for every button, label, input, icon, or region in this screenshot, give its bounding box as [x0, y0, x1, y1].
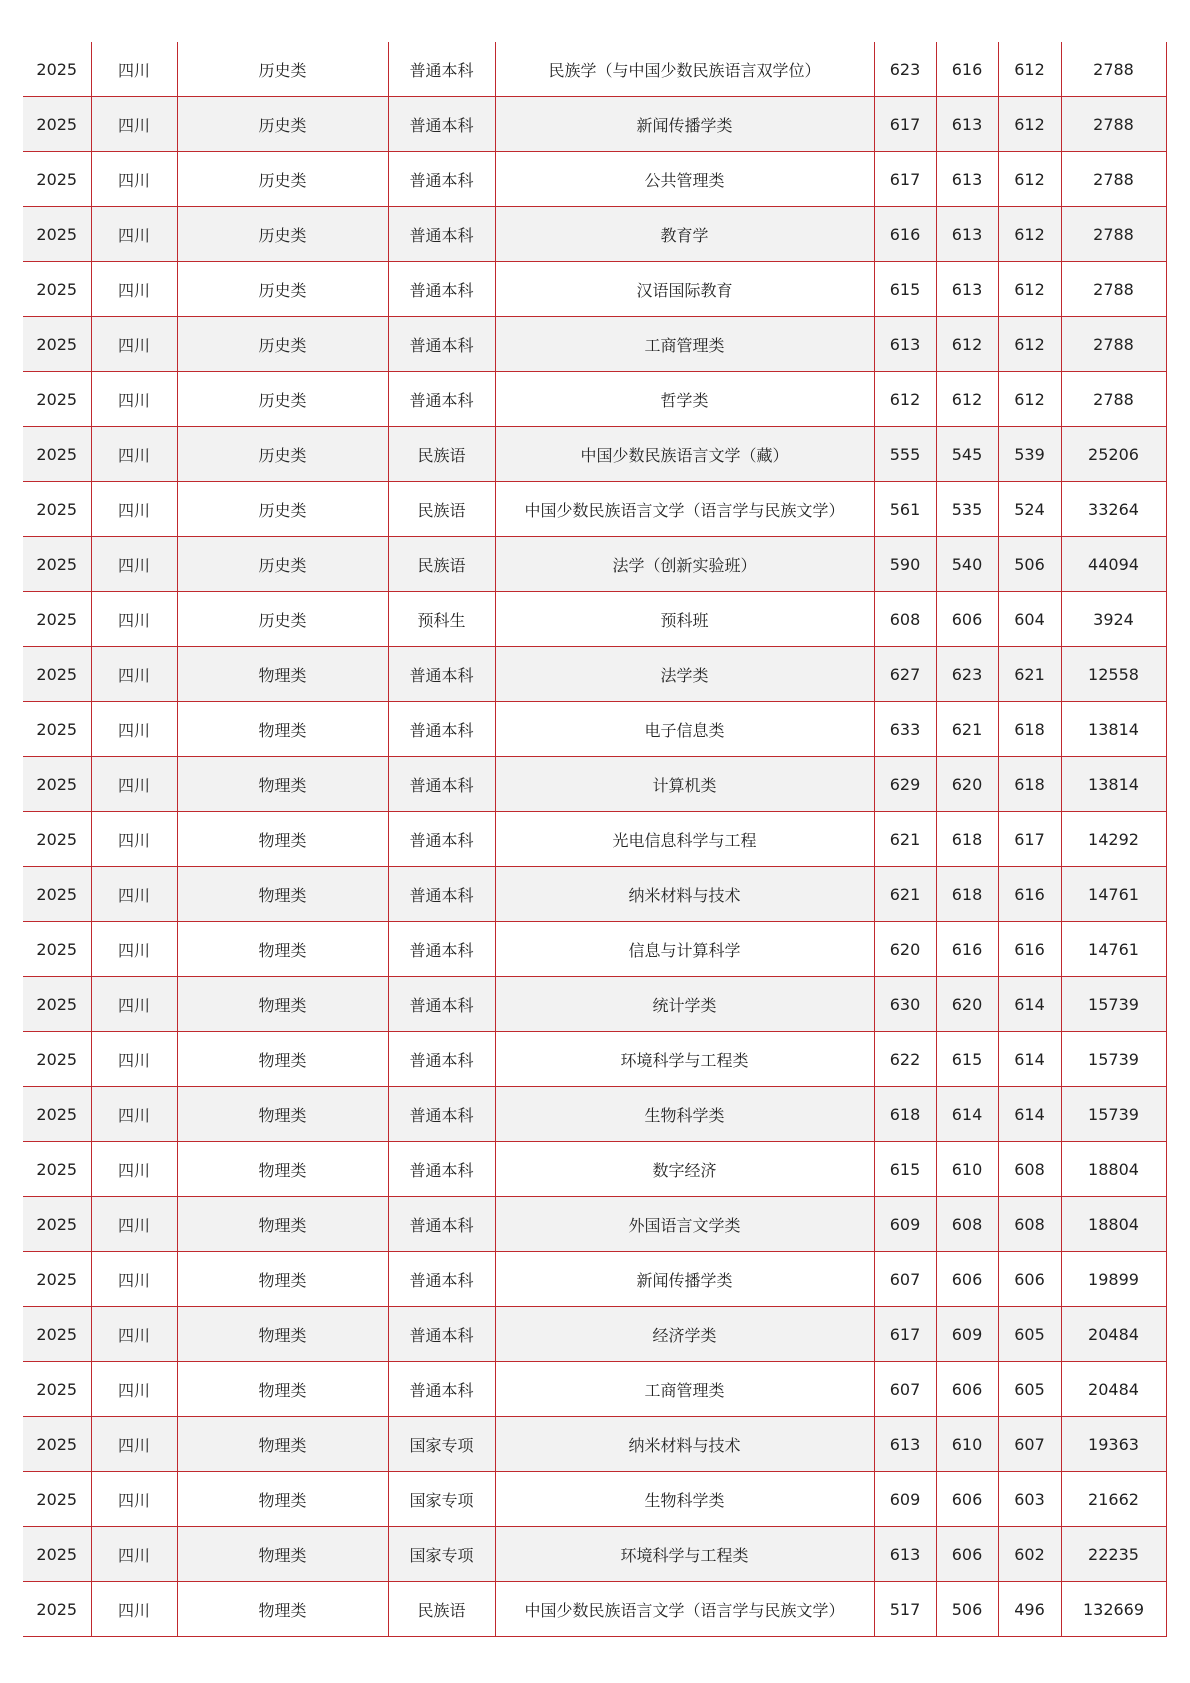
province-cell: 四川 — [91, 757, 177, 812]
province-cell: 四川 — [91, 1362, 177, 1417]
province-cell: 四川 — [91, 1032, 177, 1087]
province-cell: 四川 — [91, 702, 177, 757]
avg-score-cell: 535 — [936, 482, 998, 537]
batch-type-cell: 预科生 — [388, 592, 495, 647]
min-rank-cell: 25206 — [1061, 427, 1166, 482]
batch-type-cell: 普通本科 — [388, 757, 495, 812]
year-cell: 2025 — [23, 1252, 91, 1307]
major-cell: 纳米材料与技术 — [495, 1417, 874, 1472]
year-cell: 2025 — [23, 427, 91, 482]
max-score-cell: 627 — [874, 647, 936, 702]
batch-type-cell: 普通本科 — [388, 702, 495, 757]
major-cell: 纳米材料与技术 — [495, 867, 874, 922]
max-score-cell: 622 — [874, 1032, 936, 1087]
subject-category-cell: 历史类 — [177, 537, 388, 592]
min-rank-cell: 13814 — [1061, 757, 1166, 812]
min-rank-cell: 14761 — [1061, 922, 1166, 977]
year-cell: 2025 — [23, 42, 91, 97]
min-score-cell: 612 — [998, 97, 1061, 152]
avg-score-cell: 613 — [936, 152, 998, 207]
max-score-cell: 609 — [874, 1472, 936, 1527]
batch-type-cell: 普通本科 — [388, 152, 495, 207]
province-cell: 四川 — [91, 812, 177, 867]
major-cell: 光电信息科学与工程 — [495, 812, 874, 867]
max-score-cell: 615 — [874, 262, 936, 317]
subject-category-cell: 物理类 — [177, 1142, 388, 1197]
year-cell: 2025 — [23, 812, 91, 867]
table-row — [23, 42, 1166, 97]
table-row — [23, 482, 1166, 537]
province-cell: 四川 — [91, 867, 177, 922]
subject-category-cell: 物理类 — [177, 1582, 388, 1637]
year-cell: 2025 — [23, 1527, 91, 1582]
min-rank-cell: 12558 — [1061, 647, 1166, 702]
max-score-cell: 612 — [874, 372, 936, 427]
major-cell: 数字经济 — [495, 1142, 874, 1197]
table-row — [23, 372, 1166, 427]
min-rank-cell: 2788 — [1061, 42, 1166, 97]
min-score-cell: 612 — [998, 42, 1061, 97]
table-row — [23, 1197, 1166, 1252]
major-cell: 计算机类 — [495, 757, 874, 812]
year-cell: 2025 — [23, 482, 91, 537]
table-row — [23, 1362, 1166, 1417]
major-cell: 环境科学与工程类 — [495, 1527, 874, 1582]
subject-category-cell: 物理类 — [177, 922, 388, 977]
batch-type-cell: 国家专项 — [388, 1417, 495, 1472]
min-score-cell: 605 — [998, 1307, 1061, 1362]
admission-scores-table — [23, 42, 1167, 1637]
subject-category-cell: 物理类 — [177, 1252, 388, 1307]
max-score-cell: 617 — [874, 152, 936, 207]
avg-score-cell: 606 — [936, 592, 998, 647]
avg-score-cell: 614 — [936, 1087, 998, 1142]
subject-category-cell: 物理类 — [177, 1307, 388, 1362]
max-score-cell: 616 — [874, 207, 936, 262]
batch-type-cell: 普通本科 — [388, 207, 495, 262]
max-score-cell: 613 — [874, 1527, 936, 1582]
province-cell: 四川 — [91, 1307, 177, 1362]
major-cell: 电子信息类 — [495, 702, 874, 757]
year-cell: 2025 — [23, 1142, 91, 1197]
major-cell: 工商管理类 — [495, 317, 874, 372]
min-rank-cell: 13814 — [1061, 702, 1166, 757]
table-row — [23, 647, 1166, 702]
province-cell: 四川 — [91, 647, 177, 702]
batch-type-cell: 普通本科 — [388, 977, 495, 1032]
min-rank-cell: 15739 — [1061, 1087, 1166, 1142]
batch-type-cell: 民族语 — [388, 537, 495, 592]
province-cell: 四川 — [91, 1197, 177, 1252]
major-cell: 信息与计算科学 — [495, 922, 874, 977]
batch-type-cell: 普通本科 — [388, 317, 495, 372]
avg-score-cell: 620 — [936, 757, 998, 812]
avg-score-cell: 621 — [936, 702, 998, 757]
max-score-cell: 608 — [874, 592, 936, 647]
min-score-cell: 614 — [998, 1032, 1061, 1087]
major-cell: 中国少数民族语言文学（语言学与民族文学） — [495, 1582, 874, 1637]
avg-score-cell: 540 — [936, 537, 998, 592]
min-score-cell: 617 — [998, 812, 1061, 867]
major-cell: 汉语国际教育 — [495, 262, 874, 317]
province-cell: 四川 — [91, 1087, 177, 1142]
min-rank-cell: 14292 — [1061, 812, 1166, 867]
year-cell: 2025 — [23, 1582, 91, 1637]
min-rank-cell: 19899 — [1061, 1252, 1166, 1307]
max-score-cell: 613 — [874, 317, 936, 372]
max-score-cell: 633 — [874, 702, 936, 757]
subject-category-cell: 物理类 — [177, 647, 388, 702]
major-cell: 民族学（与中国少数民族语言双学位） — [495, 42, 874, 97]
province-cell: 四川 — [91, 922, 177, 977]
max-score-cell: 615 — [874, 1142, 936, 1197]
subject-category-cell: 历史类 — [177, 42, 388, 97]
max-score-cell: 607 — [874, 1252, 936, 1307]
max-score-cell: 607 — [874, 1362, 936, 1417]
max-score-cell: 555 — [874, 427, 936, 482]
major-cell: 生物科学类 — [495, 1087, 874, 1142]
subject-category-cell: 历史类 — [177, 427, 388, 482]
avg-score-cell: 613 — [936, 207, 998, 262]
year-cell: 2025 — [23, 647, 91, 702]
major-cell: 中国少数民族语言文学（语言学与民族文学） — [495, 482, 874, 537]
batch-type-cell: 民族语 — [388, 427, 495, 482]
province-cell: 四川 — [91, 1527, 177, 1582]
avg-score-cell: 613 — [936, 262, 998, 317]
max-score-cell: 621 — [874, 812, 936, 867]
avg-score-cell: 609 — [936, 1307, 998, 1362]
avg-score-cell: 610 — [936, 1417, 998, 1472]
subject-category-cell: 物理类 — [177, 702, 388, 757]
table-row — [23, 97, 1166, 152]
major-cell: 中国少数民族语言文学（藏） — [495, 427, 874, 482]
major-cell: 工商管理类 — [495, 1362, 874, 1417]
table-row — [23, 1582, 1166, 1637]
subject-category-cell: 物理类 — [177, 1087, 388, 1142]
min-score-cell: 524 — [998, 482, 1061, 537]
year-cell: 2025 — [23, 152, 91, 207]
table-row — [23, 1527, 1166, 1582]
avg-score-cell: 615 — [936, 1032, 998, 1087]
year-cell: 2025 — [23, 922, 91, 977]
min-rank-cell: 15739 — [1061, 977, 1166, 1032]
major-cell: 教育学 — [495, 207, 874, 262]
min-score-cell: 616 — [998, 922, 1061, 977]
major-cell: 新闻传播学类 — [495, 1252, 874, 1307]
avg-score-cell: 608 — [936, 1197, 998, 1252]
min-score-cell: 603 — [998, 1472, 1061, 1527]
major-cell: 生物科学类 — [495, 1472, 874, 1527]
year-cell: 2025 — [23, 592, 91, 647]
min-score-cell: 606 — [998, 1252, 1061, 1307]
province-cell: 四川 — [91, 1582, 177, 1637]
max-score-cell: 620 — [874, 922, 936, 977]
batch-type-cell: 普通本科 — [388, 1252, 495, 1307]
major-cell: 经济学类 — [495, 1307, 874, 1362]
year-cell: 2025 — [23, 97, 91, 152]
major-cell: 环境科学与工程类 — [495, 1032, 874, 1087]
year-cell: 2025 — [23, 757, 91, 812]
table-row — [23, 152, 1166, 207]
major-cell: 外国语言文学类 — [495, 1197, 874, 1252]
subject-category-cell: 历史类 — [177, 592, 388, 647]
year-cell: 2025 — [23, 977, 91, 1032]
min-rank-cell: 44094 — [1061, 537, 1166, 592]
batch-type-cell: 普通本科 — [388, 922, 495, 977]
min-score-cell: 612 — [998, 262, 1061, 317]
max-score-cell: 613 — [874, 1417, 936, 1472]
subject-category-cell: 历史类 — [177, 207, 388, 262]
table-row — [23, 1087, 1166, 1142]
batch-type-cell: 民族语 — [388, 1582, 495, 1637]
batch-type-cell: 普通本科 — [388, 262, 495, 317]
year-cell: 2025 — [23, 537, 91, 592]
min-rank-cell: 15739 — [1061, 1032, 1166, 1087]
avg-score-cell: 620 — [936, 977, 998, 1032]
min-score-cell: 612 — [998, 317, 1061, 372]
batch-type-cell: 普通本科 — [388, 647, 495, 702]
batch-type-cell: 普通本科 — [388, 1197, 495, 1252]
avg-score-cell: 623 — [936, 647, 998, 702]
table-row — [23, 867, 1166, 922]
min-score-cell: 616 — [998, 867, 1061, 922]
avg-score-cell: 606 — [936, 1362, 998, 1417]
avg-score-cell: 606 — [936, 1527, 998, 1582]
province-cell: 四川 — [91, 207, 177, 262]
province-cell: 四川 — [91, 262, 177, 317]
subject-category-cell: 历史类 — [177, 97, 388, 152]
table-row — [23, 427, 1166, 482]
year-cell: 2025 — [23, 1032, 91, 1087]
subject-category-cell: 物理类 — [177, 1527, 388, 1582]
avg-score-cell: 506 — [936, 1582, 998, 1637]
min-score-cell: 506 — [998, 537, 1061, 592]
min-score-cell: 608 — [998, 1197, 1061, 1252]
major-cell: 哲学类 — [495, 372, 874, 427]
province-cell: 四川 — [91, 427, 177, 482]
avg-score-cell: 616 — [936, 42, 998, 97]
table-row — [23, 977, 1166, 1032]
subject-category-cell: 物理类 — [177, 757, 388, 812]
table-row — [23, 757, 1166, 812]
min-rank-cell: 22235 — [1061, 1527, 1166, 1582]
subject-category-cell: 历史类 — [177, 262, 388, 317]
table-row — [23, 1417, 1166, 1472]
min-score-cell: 496 — [998, 1582, 1061, 1637]
avg-score-cell: 612 — [936, 372, 998, 427]
max-score-cell: 621 — [874, 867, 936, 922]
subject-category-cell: 物理类 — [177, 1417, 388, 1472]
table-row — [23, 1032, 1166, 1087]
min-rank-cell: 2788 — [1061, 207, 1166, 262]
batch-type-cell: 普通本科 — [388, 1307, 495, 1362]
batch-type-cell: 普通本科 — [388, 1362, 495, 1417]
max-score-cell: 618 — [874, 1087, 936, 1142]
avg-score-cell: 610 — [936, 1142, 998, 1197]
province-cell: 四川 — [91, 1252, 177, 1307]
avg-score-cell: 612 — [936, 317, 998, 372]
table-row — [23, 317, 1166, 372]
max-score-cell: 623 — [874, 42, 936, 97]
major-cell: 统计学类 — [495, 977, 874, 1032]
max-score-cell: 609 — [874, 1197, 936, 1252]
table-row — [23, 592, 1166, 647]
min-rank-cell: 33264 — [1061, 482, 1166, 537]
min-rank-cell: 21662 — [1061, 1472, 1166, 1527]
min-score-cell: 539 — [998, 427, 1061, 482]
year-cell: 2025 — [23, 372, 91, 427]
min-rank-cell: 20484 — [1061, 1307, 1166, 1362]
subject-category-cell: 物理类 — [177, 867, 388, 922]
table-row — [23, 702, 1166, 757]
avg-score-cell: 618 — [936, 812, 998, 867]
subject-category-cell: 历史类 — [177, 317, 388, 372]
max-score-cell: 629 — [874, 757, 936, 812]
subject-category-cell: 物理类 — [177, 1472, 388, 1527]
table-row — [23, 537, 1166, 592]
avg-score-cell: 606 — [936, 1252, 998, 1307]
min-score-cell: 605 — [998, 1362, 1061, 1417]
min-score-cell: 618 — [998, 757, 1061, 812]
min-rank-cell: 2788 — [1061, 97, 1166, 152]
batch-type-cell: 国家专项 — [388, 1527, 495, 1582]
min-score-cell: 607 — [998, 1417, 1061, 1472]
avg-score-cell: 545 — [936, 427, 998, 482]
province-cell: 四川 — [91, 1142, 177, 1197]
province-cell: 四川 — [91, 977, 177, 1032]
province-cell: 四川 — [91, 152, 177, 207]
province-cell: 四川 — [91, 482, 177, 537]
min-rank-cell: 2788 — [1061, 152, 1166, 207]
major-cell: 公共管理类 — [495, 152, 874, 207]
year-cell: 2025 — [23, 1362, 91, 1417]
min-score-cell: 608 — [998, 1142, 1061, 1197]
year-cell: 2025 — [23, 1472, 91, 1527]
batch-type-cell: 普通本科 — [388, 867, 495, 922]
major-cell: 法学（创新实验班） — [495, 537, 874, 592]
year-cell: 2025 — [23, 867, 91, 922]
min-rank-cell: 2788 — [1061, 262, 1166, 317]
batch-type-cell: 普通本科 — [388, 1032, 495, 1087]
batch-type-cell: 国家专项 — [388, 1472, 495, 1527]
table-body — [23, 42, 1166, 1637]
min-score-cell: 614 — [998, 1087, 1061, 1142]
subject-category-cell: 物理类 — [177, 977, 388, 1032]
avg-score-cell: 616 — [936, 922, 998, 977]
min-score-cell: 614 — [998, 977, 1061, 1032]
province-cell: 四川 — [91, 372, 177, 427]
table-row — [23, 922, 1166, 977]
province-cell: 四川 — [91, 317, 177, 372]
max-score-cell: 517 — [874, 1582, 936, 1637]
year-cell: 2025 — [23, 1417, 91, 1472]
subject-category-cell: 物理类 — [177, 1032, 388, 1087]
avg-score-cell: 618 — [936, 867, 998, 922]
min-score-cell: 612 — [998, 152, 1061, 207]
year-cell: 2025 — [23, 1307, 91, 1362]
batch-type-cell: 普通本科 — [388, 372, 495, 427]
province-cell: 四川 — [91, 42, 177, 97]
batch-type-cell: 普通本科 — [388, 1087, 495, 1142]
min-score-cell: 612 — [998, 207, 1061, 262]
min-rank-cell: 18804 — [1061, 1197, 1166, 1252]
min-score-cell: 618 — [998, 702, 1061, 757]
table-row — [23, 262, 1166, 317]
min-rank-cell: 14761 — [1061, 867, 1166, 922]
max-score-cell: 561 — [874, 482, 936, 537]
min-score-cell: 604 — [998, 592, 1061, 647]
max-score-cell: 590 — [874, 537, 936, 592]
min-rank-cell: 19363 — [1061, 1417, 1166, 1472]
min-rank-cell: 20484 — [1061, 1362, 1166, 1417]
min-rank-cell: 2788 — [1061, 372, 1166, 427]
min-rank-cell: 3924 — [1061, 592, 1166, 647]
min-rank-cell: 18804 — [1061, 1142, 1166, 1197]
major-cell: 预科班 — [495, 592, 874, 647]
max-score-cell: 617 — [874, 1307, 936, 1362]
avg-score-cell: 606 — [936, 1472, 998, 1527]
subject-category-cell: 历史类 — [177, 372, 388, 427]
subject-category-cell: 物理类 — [177, 1362, 388, 1417]
max-score-cell: 630 — [874, 977, 936, 1032]
min-score-cell: 621 — [998, 647, 1061, 702]
year-cell: 2025 — [23, 1197, 91, 1252]
batch-type-cell: 普通本科 — [388, 97, 495, 152]
batch-type-cell: 普通本科 — [388, 812, 495, 867]
year-cell: 2025 — [23, 1087, 91, 1142]
min-rank-cell: 132669 — [1061, 1582, 1166, 1637]
year-cell: 2025 — [23, 207, 91, 262]
avg-score-cell: 613 — [936, 97, 998, 152]
table-row — [23, 1252, 1166, 1307]
batch-type-cell: 普通本科 — [388, 42, 495, 97]
province-cell: 四川 — [91, 1472, 177, 1527]
subject-category-cell: 历史类 — [177, 152, 388, 207]
year-cell: 2025 — [23, 262, 91, 317]
province-cell: 四川 — [91, 97, 177, 152]
subject-category-cell: 物理类 — [177, 812, 388, 867]
province-cell: 四川 — [91, 537, 177, 592]
province-cell: 四川 — [91, 1417, 177, 1472]
table-row — [23, 812, 1166, 867]
min-score-cell: 612 — [998, 372, 1061, 427]
subject-category-cell: 历史类 — [177, 482, 388, 537]
year-cell: 2025 — [23, 702, 91, 757]
batch-type-cell: 民族语 — [388, 482, 495, 537]
table-row — [23, 1307, 1166, 1362]
major-cell: 新闻传播学类 — [495, 97, 874, 152]
min-rank-cell: 2788 — [1061, 317, 1166, 372]
subject-category-cell: 物理类 — [177, 1197, 388, 1252]
year-cell: 2025 — [23, 317, 91, 372]
max-score-cell: 617 — [874, 97, 936, 152]
province-cell: 四川 — [91, 592, 177, 647]
batch-type-cell: 普通本科 — [388, 1142, 495, 1197]
table-row — [23, 207, 1166, 262]
major-cell: 法学类 — [495, 647, 874, 702]
min-score-cell: 602 — [998, 1527, 1061, 1582]
table-row — [23, 1472, 1166, 1527]
table-row — [23, 1142, 1166, 1197]
